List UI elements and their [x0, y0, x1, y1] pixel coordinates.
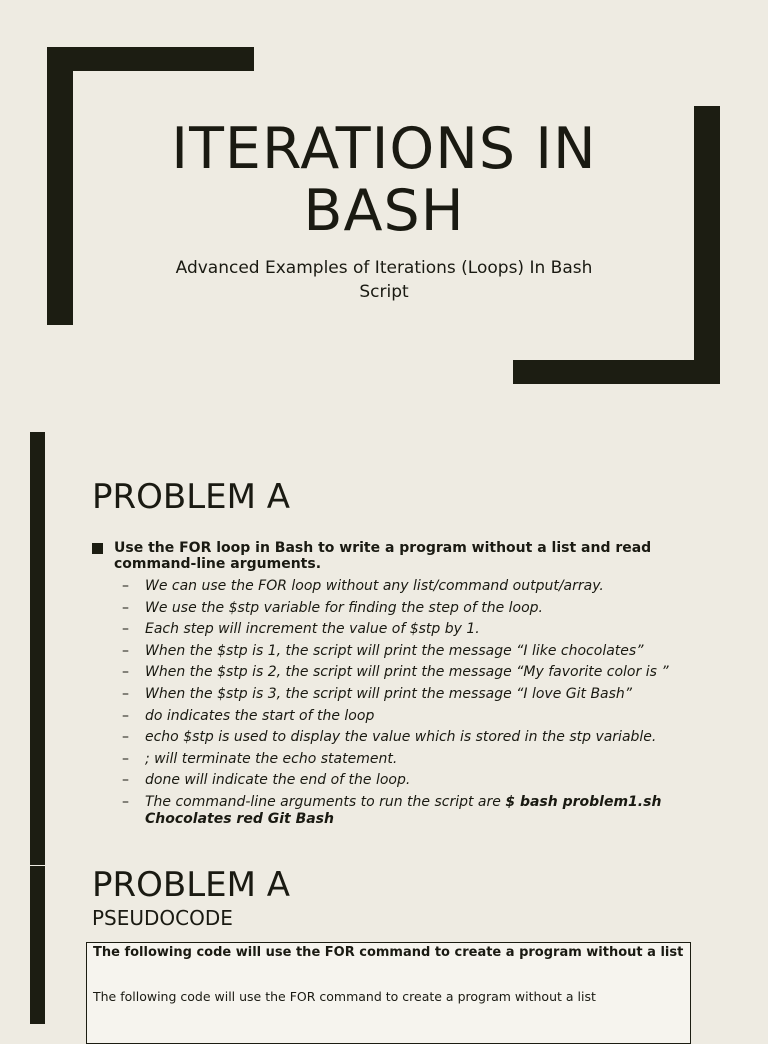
list-item: [122, 751, 692, 768]
list-item-text: When the $stp is 3, the script will print the message “I love Git Bash”: [145, 685, 633, 702]
dash-bullet: –: [122, 664, 129, 681]
list-item: [122, 600, 692, 617]
dash-bullet: –: [122, 642, 129, 659]
list-item: [122, 729, 692, 746]
list-item-text: The command-line arguments to run the script are: [145, 793, 506, 810]
problem-a-slide: [0, 432, 768, 865]
list-item: [122, 708, 692, 725]
list-item-text: We use the $stp variable for finding the step of the loop.: [145, 599, 544, 616]
slide-heading: PROBLEM A: [92, 477, 291, 517]
dash-bullet: –: [122, 685, 129, 702]
command-example: $ bash problem1.sh Chocolates red Git Bash: [145, 793, 662, 827]
square-bullet-icon: [92, 543, 103, 554]
list-item-text: do indicates the start of the loop: [145, 707, 375, 724]
title-slide: [0, 0, 768, 432]
list-item-text: When the $stp is 1, the script will print the message “I like chocolates”: [145, 642, 644, 659]
list-item-text: Each step will increment the value of $stp by 1.: [145, 621, 480, 638]
list-item-text: done will indicate the end of the loop.: [145, 772, 411, 789]
left-accent-bar: [30, 866, 45, 1024]
pseudocode-line: The following code will use the FOR command to create a program without a list: [93, 989, 596, 1004]
dash-bullet: –: [122, 621, 129, 638]
slide-title: ITERATIONS IN BASH: [171, 116, 597, 244]
pseudocode-box: [86, 942, 691, 1044]
list-item: [122, 664, 692, 681]
list-item: [122, 772, 692, 789]
list-item: [122, 686, 692, 703]
pseudocode-bold-line: The following code will use the FOR command to create a program without a list: [93, 945, 684, 960]
pseudocode-slide: [0, 866, 768, 1024]
main-bullet: [92, 540, 692, 572]
frame-top-left-horizontal: [47, 47, 254, 71]
frame-bottom-right-horizontal: [513, 360, 720, 384]
list-item: [122, 643, 692, 660]
frame-top-left-vertical: [47, 47, 73, 325]
dash-bullet: –: [122, 793, 129, 810]
dash-bullet: –: [122, 599, 129, 616]
list-item-text: We can use the FOR loop without any list/command output/array.: [145, 578, 604, 594]
list-item-text: echo $stp is used to display the value which is stored in the stp variable.: [145, 729, 657, 746]
list-item: [122, 621, 692, 638]
dash-bullet: –: [122, 772, 129, 789]
slide-subtitle: Advanced Examples of Iterations (Loops) In Bash Script: [175, 258, 593, 302]
left-accent-bar: [30, 432, 45, 865]
slide-heading: PROBLEM A: [92, 865, 291, 905]
slide-subheading: PSEUDOCODE: [92, 906, 233, 930]
dash-bullet: –: [122, 729, 129, 746]
list-item: [122, 794, 692, 828]
list-item-text: When the $stp is 2, the script will print the message “My favorite color is ”: [145, 664, 669, 681]
list-item-text: ; will terminate the echo statement.: [145, 750, 398, 767]
frame-bottom-right-vertical: [694, 106, 720, 384]
dash-bullet: –: [122, 750, 129, 767]
dash-bullet: –: [122, 707, 129, 724]
dash-bullet: –: [122, 578, 129, 594]
sub-bullet-list: [122, 578, 692, 833]
list-item: [122, 578, 692, 595]
main-bullet-text: Use the FOR loop in Bash to write a program without a list and read command-line arguments.: [114, 540, 652, 572]
